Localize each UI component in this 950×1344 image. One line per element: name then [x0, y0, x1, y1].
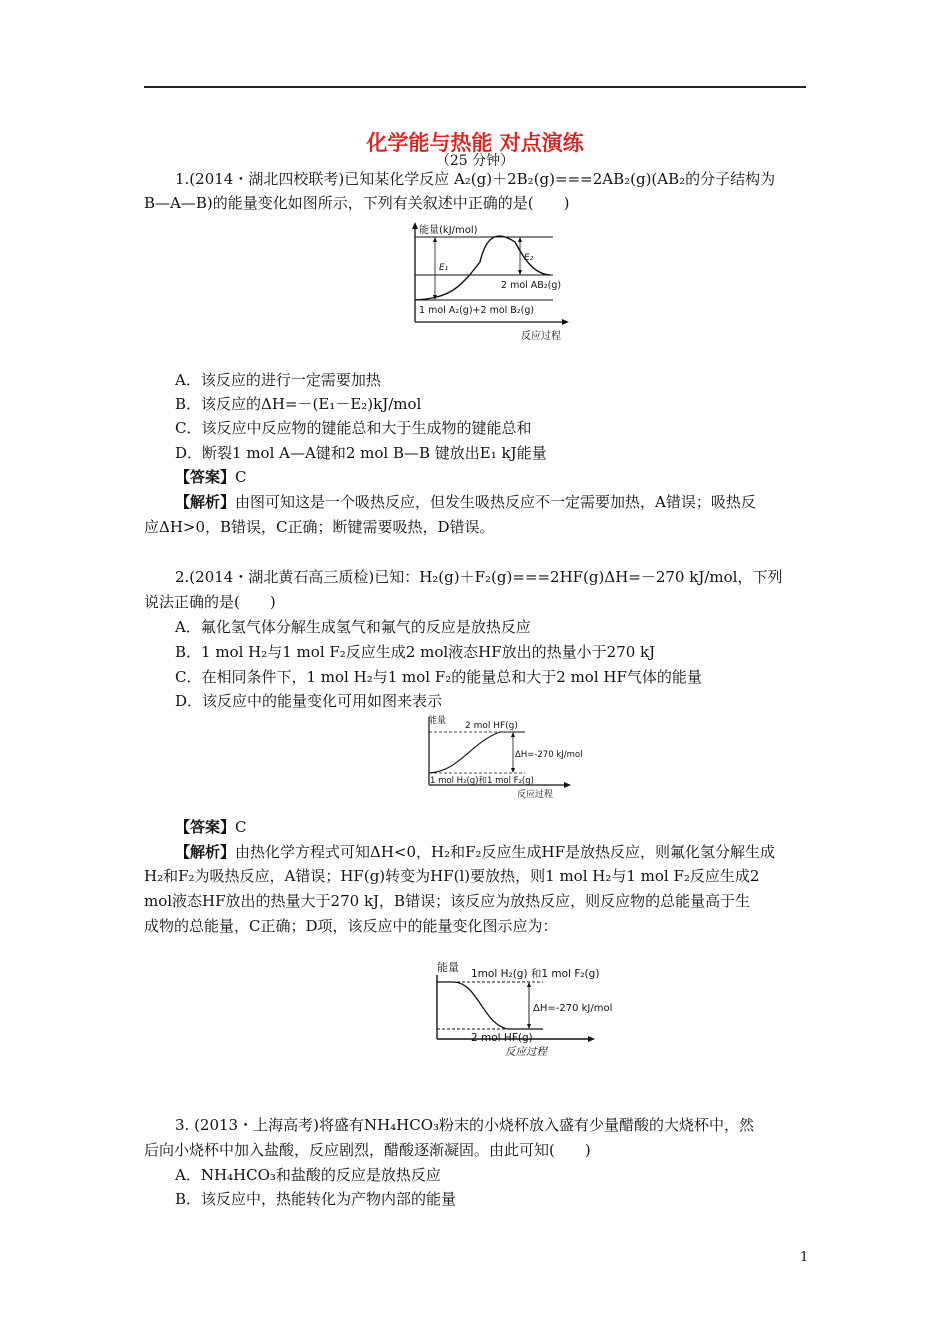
- analysis-tag: 【解析】: [175, 493, 236, 511]
- q1-fig-e2: E₂: [524, 253, 534, 263]
- q3-option-b: B．该反应中，热能转化为产物内部的能量: [175, 1190, 457, 1208]
- page-title: 化学能与热能 对点演练: [366, 131, 584, 155]
- q2-figb-top: 1mol H₂(g) 和1 mol F₂(g): [471, 968, 600, 980]
- q3-option-a: A．NH₄HCO₃和盐酸的反应是放热反应: [175, 1166, 441, 1184]
- q1-fig-xlabel: 反应过程: [521, 331, 561, 342]
- q2-analysis-line4: 成物的总能量，C正确；D项，该反应中的能量变化图示应为：: [144, 917, 558, 935]
- q3-stem-line2: 后向小烧杯中加入盐酸，反应剧烈，醋酸逐渐凝固。由此可知( ): [144, 1141, 591, 1159]
- q2-figb-bottom: 2 mol HF(g): [471, 1032, 533, 1044]
- q2-figa-xlabel: 反应过程: [517, 790, 554, 800]
- q2-option-d: D．该反应中的能量变化可用如图来表示: [175, 692, 443, 710]
- q1-option-d: D．断裂1 mol A—A键和2 mol B—B 键放出E₁ kJ能量: [175, 444, 547, 462]
- q2-figa-dh: ΔH=-270 kJ/mol: [515, 750, 583, 760]
- q2-figb-dh: ΔH=-270 kJ/mol: [533, 1003, 613, 1014]
- q2-wrong-energy-diagram: [425, 713, 583, 803]
- q3-stem-line1: 3. (2013・上海高考)将盛有NH₄HCO₃粉末的小烧杯放入盛有少量醋酸的大烧杯中，然: [175, 1116, 755, 1134]
- q1-fig-ylabel: 能量(kJ/mol): [419, 225, 478, 236]
- answer-value: C: [235, 818, 247, 836]
- q2-analysis-line2: H₂和F₂为吸热反应，A错误；HF(g)转变为HF(l)要放热，则1 mol H₂与1 mol F₂反应生成2: [144, 867, 760, 885]
- answer-tag: 【答案】: [175, 818, 236, 836]
- q1-analysis-line1: [175, 492, 756, 512]
- q1-fig-e1: E₁: [439, 263, 449, 273]
- q2-stem-line2: 说法正确的是( ): [144, 593, 276, 611]
- q2-answer: [175, 817, 247, 837]
- q1-analysis-line2: 应ΔH>0，B错误，C正确；断键需要吸热，D错误。: [144, 518, 495, 536]
- header-rule: [144, 86, 806, 88]
- q2-correct-energy-diagram: [433, 955, 613, 1060]
- q1-fig-reactant: 1 mol A₂(g)+2 mol B₂(g): [419, 305, 535, 316]
- q2-analysis-line1: [175, 842, 775, 862]
- q2-figa-top: 2 mol HF(g): [465, 721, 518, 731]
- q2-option-b: B．1 mol H₂与1 mol F₂反应生成2 mol液态HF放出的热量小于270 kJ: [175, 643, 656, 661]
- q1-answer: [175, 467, 247, 487]
- q1-fig-product: 2 mol AB₂(g): [501, 280, 562, 291]
- answer-value: C: [235, 468, 247, 486]
- q2-figa-bottom: 1 mol H₂(g)和1 mol F₂(g): [430, 776, 534, 786]
- answer-tag: 【答案】: [175, 468, 236, 486]
- q2-option-a: A．氟化氢气体分解生成氢气和氟气的反应是放热反应: [175, 618, 531, 636]
- q2-figb-ylabel: 能量: [437, 961, 459, 974]
- q1-option-a: A．该反应的进行一定需要加热: [175, 371, 381, 389]
- analysis-text: 由图可知这是一个吸热反应，但发生吸热反应不一定需要加热，A错误；吸热反: [235, 493, 756, 511]
- q2-analysis-line3: mol液态HF放出的热量大于270 kJ，B错误；该反应为放热反应，则反应物的总能量高于生: [144, 892, 751, 910]
- q1-stem-line1: 1.(2014・湖北四校联考)已知某化学反应 A₂(g)＋2B₂(g)===2AB₂(g)(AB₂的分子结构为: [175, 170, 776, 188]
- q1-energy-diagram: [405, 222, 575, 344]
- analysis-tag: 【解析】: [175, 843, 236, 861]
- q2-stem-line1: 2.(2014・湖北黄石高三质检)已知：H₂(g)＋F₂(g)===2HF(g)ΔH=－270 kJ/mol，下列: [175, 568, 783, 586]
- q1-option-c: C．该反应中反应物的键能总和大于生成物的键能总和: [175, 419, 532, 437]
- page-number: 1: [800, 1250, 809, 1265]
- q2-figb-xlabel: 反应过程: [505, 1046, 547, 1058]
- q2-figa-ylabel: 能量: [428, 716, 447, 726]
- time-limit: （25 分钟）: [435, 153, 515, 169]
- analysis-text: 由热化学方程式可知ΔH<0，H₂和F₂反应生成HF是放热反应，则氟化氢分解生成: [235, 843, 776, 861]
- q1-option-b: B．该反应的ΔH=－(E₁－E₂)kJ/mol: [175, 395, 422, 413]
- q2-option-c: C．在相同条件下，1 mol H₂与1 mol F₂的能量总和大于2 mol HF气体的能量: [175, 668, 702, 686]
- q1-stem-line2: B—A—B)的能量变化如图所示，下列有关叙述中正确的是( ): [144, 194, 570, 212]
